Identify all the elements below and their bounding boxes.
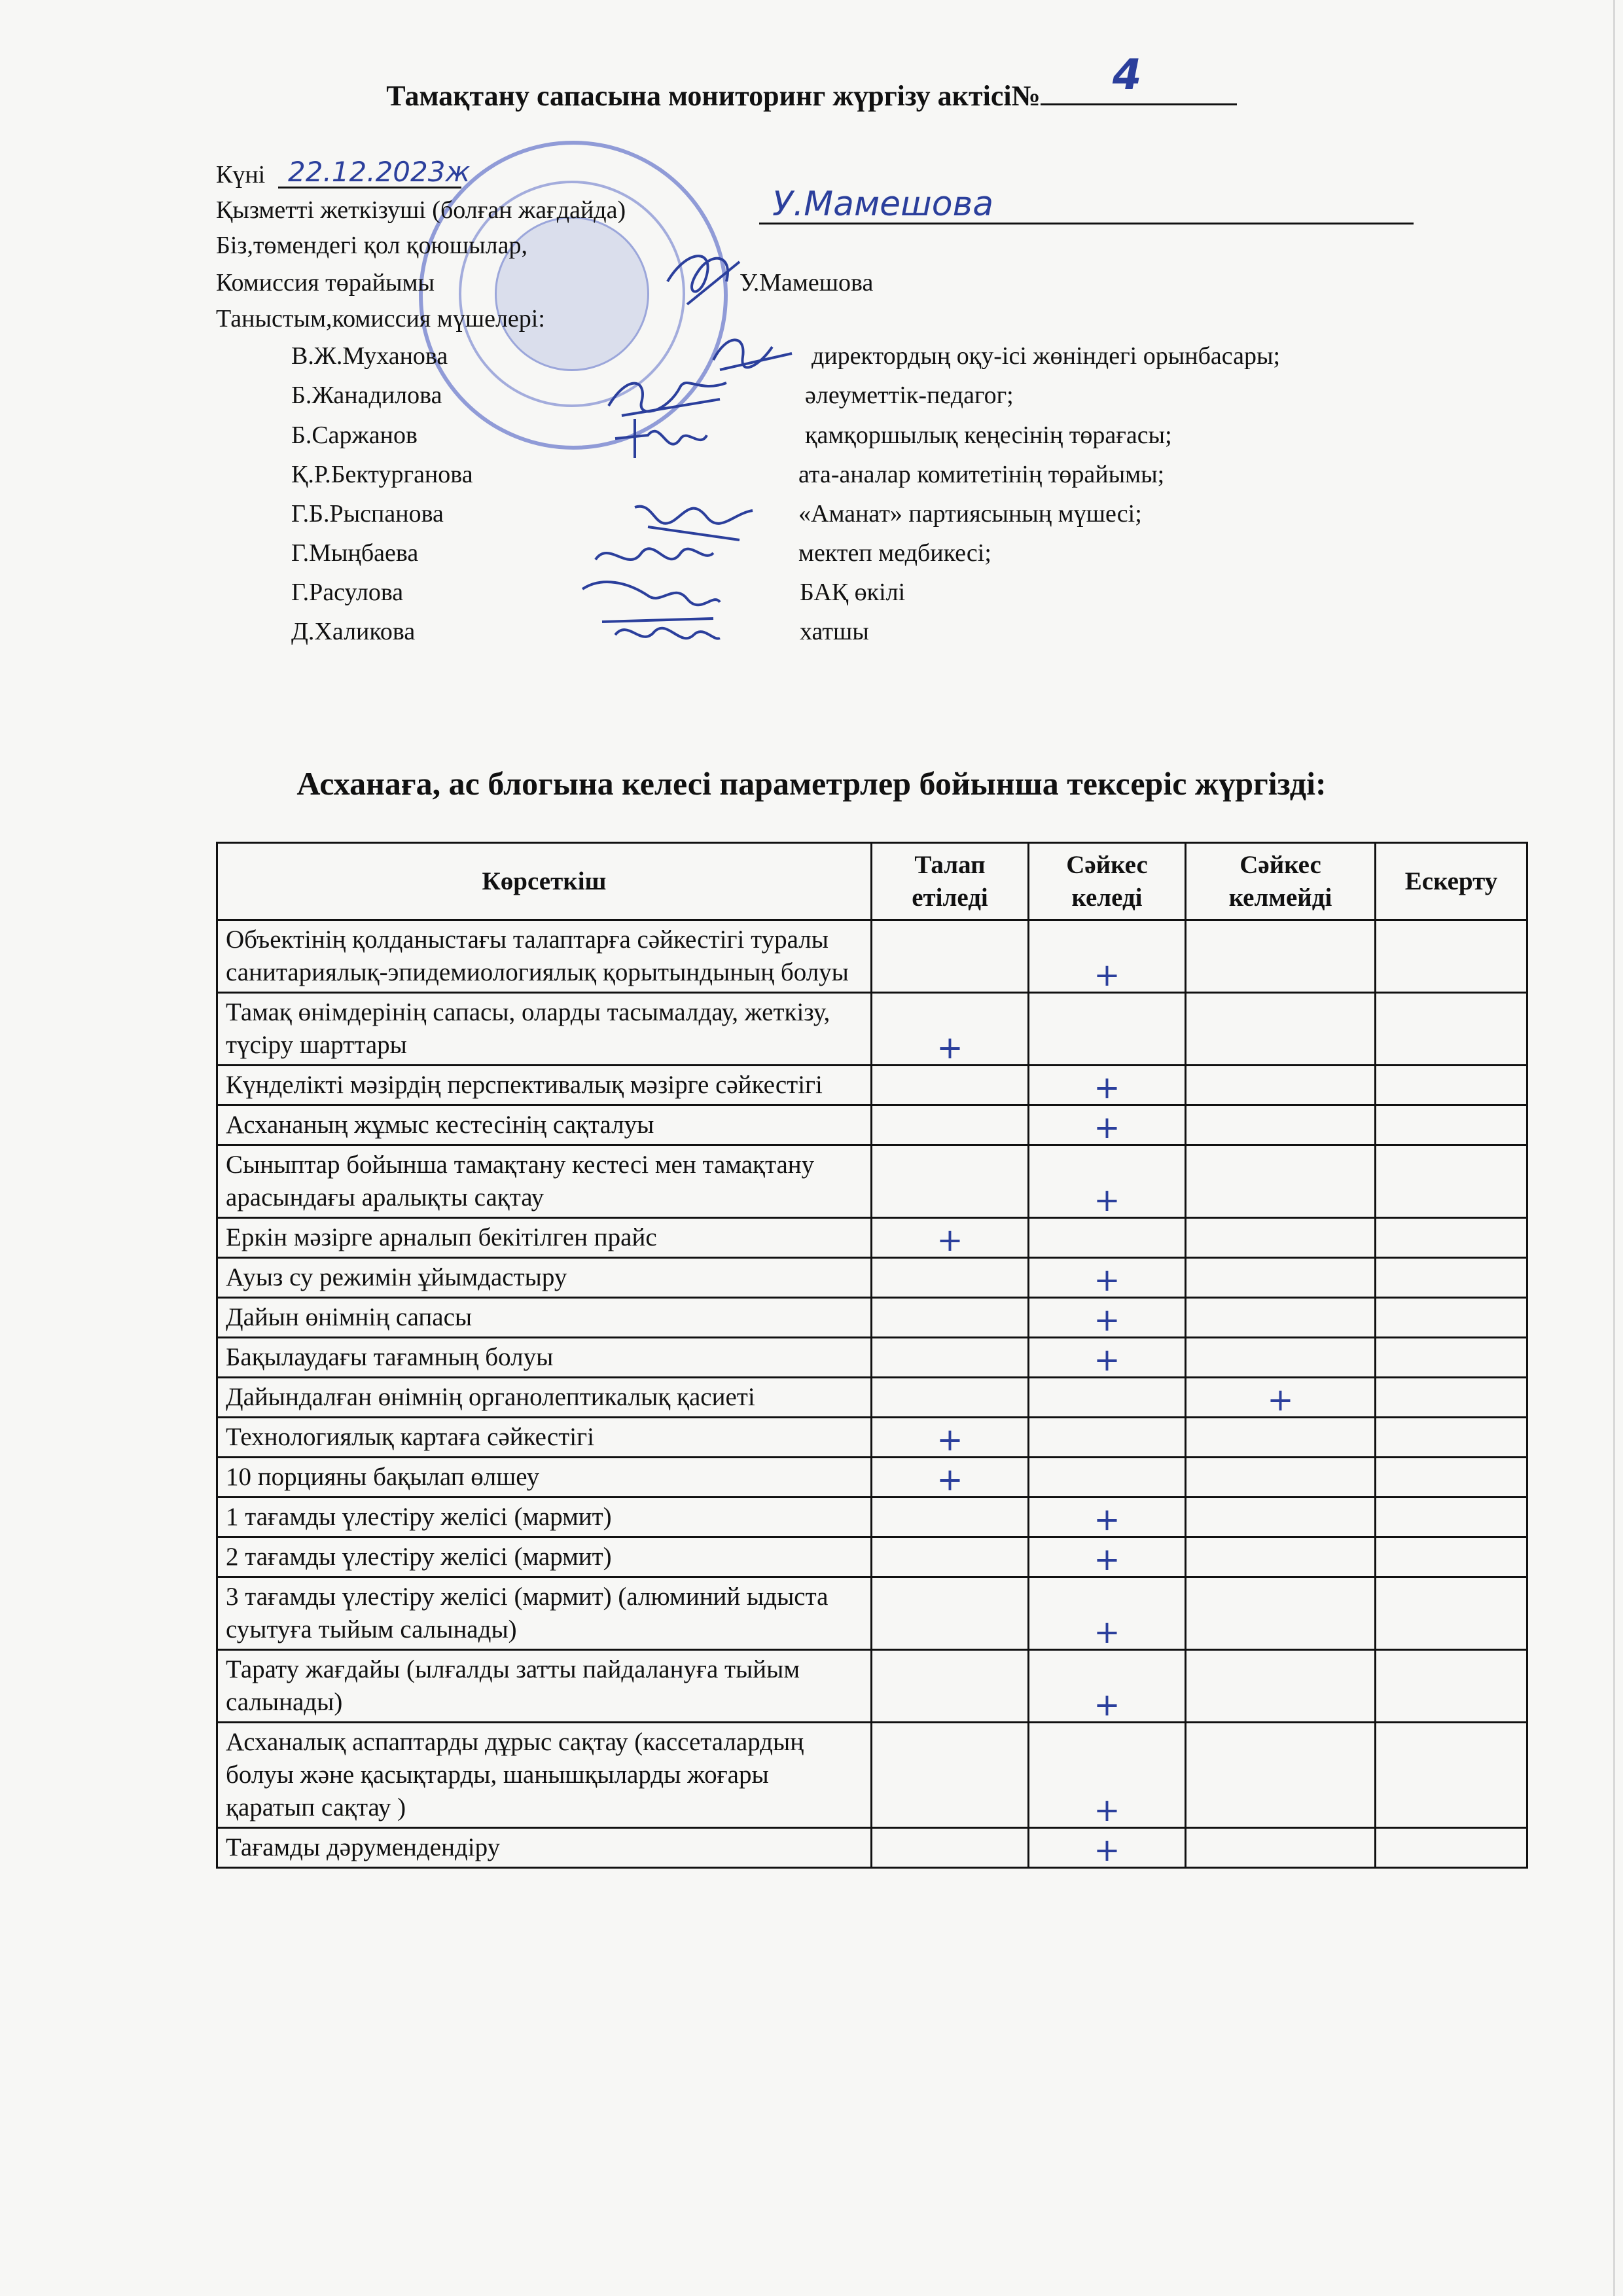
indicator-cell: 10 порцияны бақылап өлшеу	[217, 1458, 872, 1498]
noncompliant-cell	[1186, 1338, 1376, 1378]
noncompliant-cell	[1186, 1258, 1376, 1298]
noncompliant-cell	[1186, 1458, 1376, 1498]
table-header-row	[217, 843, 1527, 920]
required-cell	[872, 1338, 1029, 1378]
compliant-cell: +	[1029, 1650, 1186, 1723]
table-row	[217, 1828, 1527, 1868]
indicator-cell: Бақылаудағы тағамның болуы	[217, 1338, 872, 1378]
note-cell	[1376, 1298, 1527, 1338]
required-cell	[872, 1723, 1029, 1828]
member-name: В.Ж.Муханова	[291, 342, 448, 370]
table-row	[217, 1577, 1527, 1650]
table-row	[217, 1418, 1527, 1458]
required-cell	[872, 920, 1029, 993]
note-cell	[1376, 1650, 1527, 1723]
chair-label: Комиссия төрайымы	[216, 269, 435, 296]
member-name: Қ.Р.Бектурганова	[291, 461, 473, 488]
compliant-cell: +	[1029, 920, 1186, 993]
noncompliant-cell	[1186, 1723, 1376, 1828]
member-role: қамқоршылық кеңесінің төрағасы;	[805, 422, 1172, 449]
noncompliant-cell	[1186, 1498, 1376, 1537]
required-cell	[872, 1066, 1029, 1105]
required-cell	[872, 1145, 1029, 1218]
table-row	[217, 1066, 1527, 1105]
note-cell	[1376, 1066, 1527, 1105]
indicator-cell: 1 тағамды үлестіру желісі (мармит)	[217, 1498, 872, 1537]
indicator-cell: 3 тағамды үлестіру желісі (мармит) (алюминий ыдыста суытуға тыйым салынады)	[217, 1577, 872, 1650]
required-cell	[872, 1828, 1029, 1868]
act-title-text: Тамақтану сапасына мониторинг жүргізу актісі№	[386, 80, 1041, 112]
compliant-cell: +	[1029, 1828, 1186, 1868]
member-name: Г.Б.Рыспанова	[291, 500, 444, 528]
indicator-cell: Ауыз су режимін ұйымдастыру	[217, 1258, 872, 1298]
member-role: «Аманат» партиясының мүшесі;	[798, 500, 1142, 528]
act-title	[0, 51, 1623, 113]
indicator-cell: 2 тағамды үлестіру желісі (мармит)	[217, 1537, 872, 1577]
chair-name: У.Мамешова	[740, 269, 874, 296]
table-row	[217, 1378, 1527, 1418]
noncompliant-cell	[1186, 1218, 1376, 1258]
table-row	[217, 993, 1527, 1066]
compliant-cell	[1029, 1458, 1186, 1498]
member-signature	[609, 412, 713, 465]
table-row	[217, 1650, 1527, 1723]
compliant-cell	[1029, 1378, 1186, 1418]
noncompliant-cell	[1186, 1828, 1376, 1868]
indicator-cell: Асханалық аспаптарды дұрыс сақтау (кассеталардың болуы және қасықтарды, шанышқыларды жоғары қаратып сақтау )	[217, 1723, 872, 1828]
chair-signature	[661, 242, 746, 314]
noncompliant-cell	[1186, 1537, 1376, 1577]
indicator-cell: Технологиялық картаға сәйкестігі	[217, 1418, 872, 1458]
note-cell	[1376, 993, 1527, 1066]
indicator-cell: Дайындалған өнімнің органолептикалық қасиеті	[217, 1378, 872, 1418]
table-row	[217, 1298, 1527, 1338]
note-cell	[1376, 1218, 1527, 1258]
table-row	[217, 1258, 1527, 1298]
page-edge	[1613, 0, 1615, 2296]
noncompliant-cell	[1186, 993, 1376, 1066]
member-name: Б.Саржанов	[291, 422, 418, 449]
member-role: мектеп медбикесі;	[798, 539, 991, 567]
indicator-cell: Асхананың жұмыс кестесінің сақталуы	[217, 1105, 872, 1145]
member-name: Б.Жанадилова	[291, 382, 442, 409]
date-label: Күні	[216, 161, 266, 188]
member-name: Д.Халикова	[291, 618, 416, 645]
act-number-line	[1041, 51, 1237, 105]
required-cell	[872, 1498, 1029, 1537]
indicator-cell: Тарату жағдайы (ылғалды затты пайдалануға тыйым салынады)	[217, 1650, 872, 1723]
required-cell	[872, 1577, 1029, 1650]
required-cell: +	[872, 1218, 1029, 1258]
compliant-cell: +	[1029, 1258, 1186, 1298]
column-header: Сәйкес келеді	[1029, 843, 1186, 920]
date-value: 22.12.2023ж	[288, 156, 471, 188]
member-name: Г.Расулова	[291, 579, 404, 606]
table-row	[217, 1145, 1527, 1218]
indicator-cell: Объектінің қолданыстағы талаптарға сәйкестігі туралы санитариялық-эпидемиологиялық қорытындының болуы	[217, 920, 872, 993]
indicator-cell: Дайын өнімнің сапасы	[217, 1298, 872, 1338]
table-row	[217, 1458, 1527, 1498]
noncompliant-cell	[1186, 1145, 1376, 1218]
table-row	[217, 1338, 1527, 1378]
note-cell	[1376, 1828, 1527, 1868]
note-cell	[1376, 1458, 1527, 1498]
member-signature	[609, 609, 726, 661]
note-cell	[1376, 1258, 1527, 1298]
indicator-cell: Күнделікті мәзірдің перспективалық мәзірге сәйкестігі	[217, 1066, 872, 1105]
supplier-signature: У.Мамешова	[772, 185, 994, 224]
indicator-cell: Еркін мәзірге арналып бекітілген прайс	[217, 1218, 872, 1258]
note-cell	[1376, 1498, 1527, 1537]
note-cell	[1376, 1537, 1527, 1577]
compliant-cell: +	[1029, 1338, 1186, 1378]
required-cell: +	[872, 993, 1029, 1066]
table-row	[217, 1105, 1527, 1145]
compliant-cell	[1029, 1418, 1186, 1458]
compliant-cell: +	[1029, 1298, 1186, 1338]
required-cell	[872, 1105, 1029, 1145]
required-cell	[872, 1537, 1029, 1577]
note-cell	[1376, 920, 1527, 993]
required-cell	[872, 1650, 1029, 1723]
members-label: Таныстым,комиссия мүшелері:	[216, 305, 545, 332]
compliant-cell: +	[1029, 1537, 1186, 1577]
noncompliant-cell	[1186, 1577, 1376, 1650]
column-header: Ескерту	[1376, 843, 1527, 920]
compliant-cell	[1029, 993, 1186, 1066]
noncompliant-cell	[1186, 1298, 1376, 1338]
required-cell	[872, 1298, 1029, 1338]
table-row	[217, 1498, 1527, 1537]
column-header: Көрсеткіш	[217, 843, 872, 920]
table-row	[217, 1723, 1527, 1828]
noncompliant-cell	[1186, 920, 1376, 993]
indicator-cell: Тағамды дәрумендендіру	[217, 1828, 872, 1868]
indicator-cell: Тамақ өнімдерінің сапасы, оларды тасымалдау, жеткізу, түсіру шарттары	[217, 993, 872, 1066]
compliant-cell	[1029, 1218, 1186, 1258]
note-cell	[1376, 1105, 1527, 1145]
noncompliant-cell	[1186, 1418, 1376, 1458]
indicator-cell: Сыныптар бойынша тамақтану кестесі мен тамақтану арасындағы аралықты сақтау	[217, 1145, 872, 1218]
table-row	[217, 1537, 1527, 1577]
compliant-cell: +	[1029, 1145, 1186, 1218]
act-number: 4	[1112, 51, 1142, 99]
member-role: әлеуметтік-педагог;	[805, 382, 1014, 409]
member-role: хатшы	[800, 618, 869, 645]
member-role: БАҚ өкілі	[800, 579, 906, 606]
supplier-label: Қызметті жеткізуші (болған жағдайда)	[216, 196, 626, 224]
table-row	[217, 1218, 1527, 1258]
required-cell	[872, 1378, 1029, 1418]
noncompliant-cell: +	[1186, 1378, 1376, 1418]
compliant-cell: +	[1029, 1577, 1186, 1650]
table-body	[217, 920, 1527, 1868]
member-name: Г.Мыңбаева	[291, 539, 419, 567]
noncompliant-cell	[1186, 1650, 1376, 1723]
required-cell	[872, 1258, 1029, 1298]
inspection-table	[216, 842, 1528, 1869]
noncompliant-cell	[1186, 1105, 1376, 1145]
column-header: Талап етіледі	[872, 843, 1029, 920]
note-cell	[1376, 1723, 1527, 1828]
note-cell	[1376, 1145, 1527, 1218]
compliant-cell: +	[1029, 1066, 1186, 1105]
compliant-cell: +	[1029, 1105, 1186, 1145]
intro-text: Біз,төмендегі қол қоюшылар,	[216, 232, 527, 259]
compliant-cell: +	[1029, 1723, 1186, 1828]
member-role: директордың оқу-ісі жөніндегі орынбасары;	[812, 342, 1281, 370]
column-header: Сәйкес келмейді	[1186, 843, 1376, 920]
required-cell: +	[872, 1418, 1029, 1458]
table-row	[217, 920, 1527, 993]
note-cell	[1376, 1418, 1527, 1458]
note-cell	[1376, 1577, 1527, 1650]
section-title: Асханаға, ас блогына келесі параметрлер бойынша тексеріс жүргізді:	[296, 765, 1327, 802]
note-cell	[1376, 1338, 1527, 1378]
compliant-cell: +	[1029, 1498, 1186, 1537]
member-role: ата-аналар комитетінің төрайымы;	[798, 461, 1165, 488]
noncompliant-cell	[1186, 1066, 1376, 1105]
required-cell: +	[872, 1458, 1029, 1498]
note-cell	[1376, 1378, 1527, 1418]
